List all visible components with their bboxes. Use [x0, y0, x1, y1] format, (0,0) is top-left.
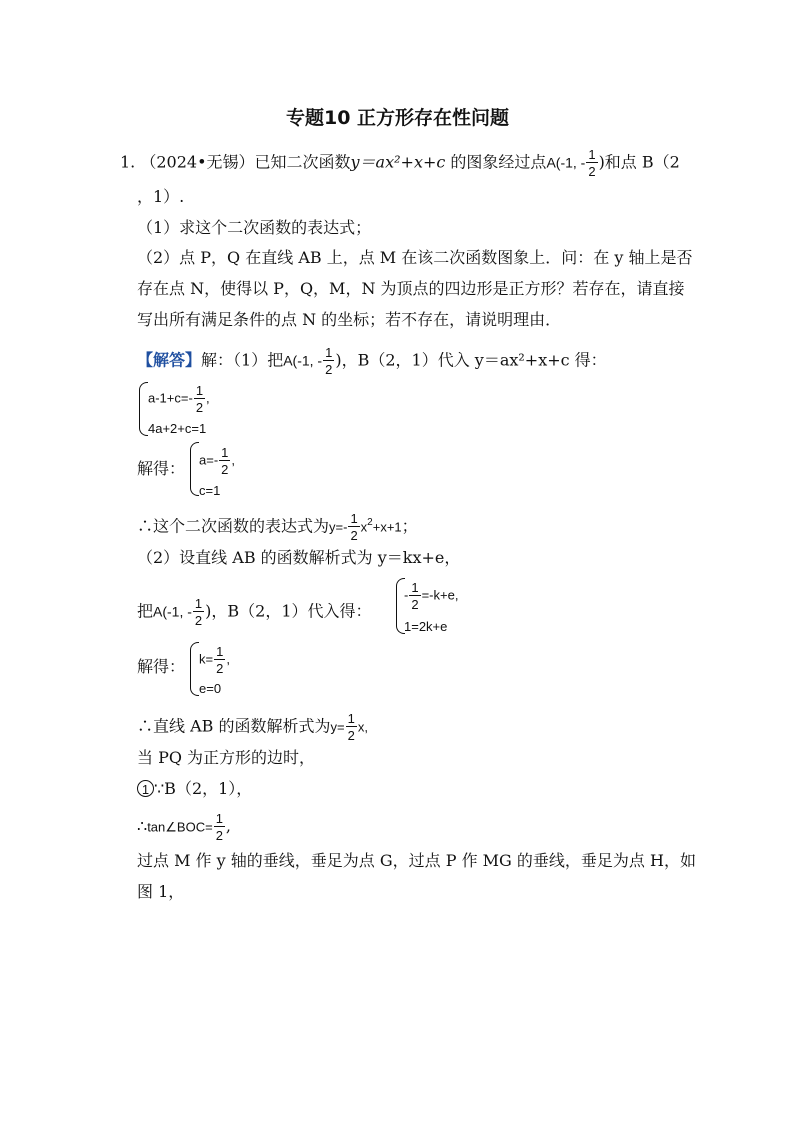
construction-line-1: 过点 M 作 y 轴的垂线，垂足为点 G，过点 P 作 MG 的垂线，垂足为点 H，如	[137, 851, 696, 870]
solution1-row-2: c=1	[199, 483, 221, 498]
solve-label-2: 解得：	[137, 657, 186, 676]
system1-row-1: a-1+c=- $\frac{1}{2}$ ,	[148, 383, 210, 415]
question-part-1: （1）求这个二次函数的表达式；	[137, 218, 372, 237]
system-brace	[190, 642, 199, 696]
fraction-half: $\frac{1}{2}$	[350, 511, 358, 543]
question-line-2: ，1）.	[137, 187, 185, 206]
circled-number-1: 1	[137, 780, 154, 797]
system1-row-2: 4a+2+c=1	[148, 421, 207, 436]
tan-line: ∴tan∠BOC= $\frac{1}{2}$ ,	[137, 811, 232, 843]
construction-line-2: 图 1，	[137, 882, 185, 901]
answer-line-1: 【解答】解：（1）把A(-1, - $\frac{1}{2}$ )，B（2，1）代入 y＝ax²+x+c 得：	[137, 345, 607, 377]
system-brace	[190, 442, 199, 496]
case-1-line: 1 ∵B（2，1），	[137, 780, 252, 797]
part-2-setup: （2）设直线 AB 的函数解析式为 y＝kx+e，	[137, 548, 461, 567]
system2-row-1: - $\frac{1}{2}$ =-k+e,	[404, 580, 459, 612]
line-expression: ∴直线 AB 的函数解析式为y= $\frac{1}{2}$ x,	[137, 711, 368, 743]
fraction-half: $\frac{1}{2}$	[411, 580, 419, 612]
fraction-half: $\frac{1}{2}$	[325, 345, 333, 377]
fraction-half: $\frac{1}{2}$	[216, 644, 224, 676]
fraction-half: $\frac{1}{2}$	[195, 383, 204, 415]
substitute-line: 把A(-1, - $\frac{1}{2}$ )，B（2，1）代入得：	[137, 596, 372, 628]
system-brace	[139, 382, 148, 436]
solution2-row-1: k= $\frac{1}{2}$ ,	[199, 644, 230, 676]
system2-row-2: 1=2k+e	[404, 619, 448, 634]
question-part-2-line-1: （2）点 P，Q 在直线 AB 上，点 M 在该二次函数图象上．问：在 y 轴上是否	[137, 248, 693, 267]
pq-side-case: 当 PQ 为正方形的边时，	[137, 748, 316, 767]
fraction-half: $\frac{1}{2}$	[588, 147, 596, 179]
question-part-2-line-2: 存在点 N，使得以 P，Q，M，N 为顶点的四边形是正方形？若存在，请直接	[137, 279, 685, 298]
question-part-2-line-3: 写出所有满足条件的点 N 的坐标；若不存在，请说明理由．	[137, 310, 562, 329]
solution2-row-2: e=0	[199, 681, 222, 696]
quadratic-expression: ∴这个二次函数的表达式为y=- $\frac{1}{2}$ $x^2+x+1$；	[137, 511, 418, 543]
solution1-row-1: a=- $\frac{1}{2}$ ,	[199, 445, 236, 477]
fraction-half: $\frac{1}{2}$	[194, 596, 203, 628]
fraction-half: $\frac{1}{2}$	[347, 711, 355, 743]
question-line-1: 1. （2024•无锡）已知二次函数y＝ax²+x+c 的图象经过点A(-1, - $\frac{1}{2}$ )和点 B（2	[120, 147, 680, 179]
fraction-half: $\frac{1}{2}$	[221, 445, 229, 477]
answer-tag: 【解答】	[137, 350, 202, 370]
page-title: 专题10 正方形存在性问题	[286, 107, 510, 129]
fraction-half: $\frac{1}{2}$	[215, 811, 223, 843]
solve-label-1: 解得：	[137, 459, 186, 478]
